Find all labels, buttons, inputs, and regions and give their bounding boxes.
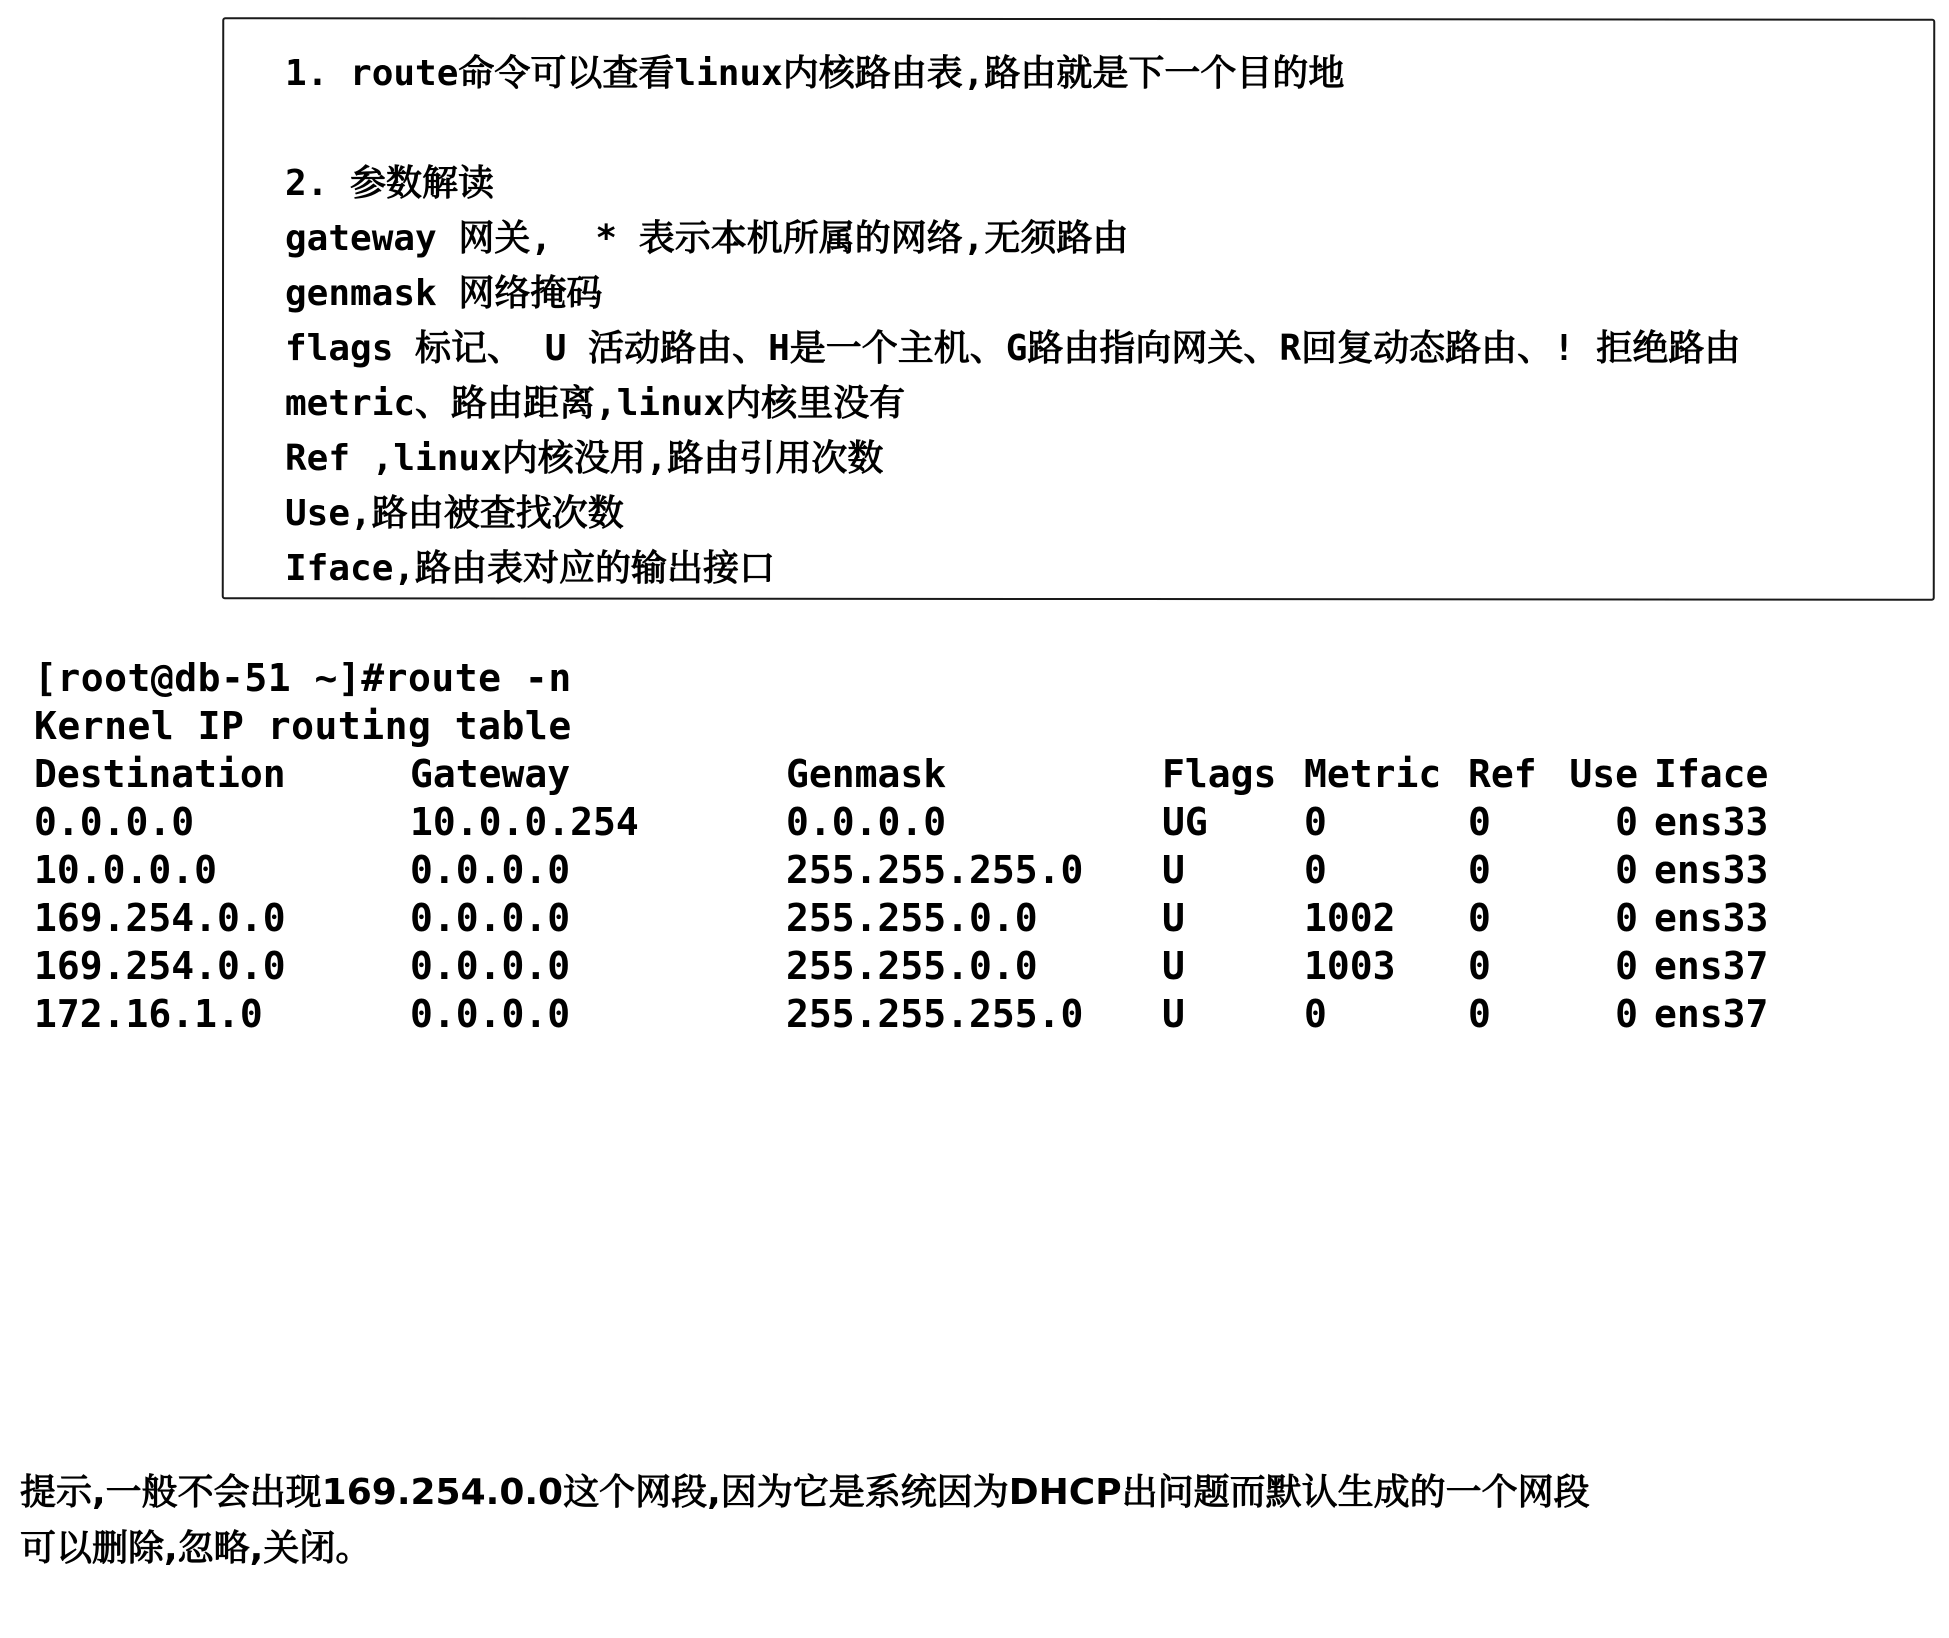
table-row bbox=[34, 942, 1794, 990]
cell-destination: 169.254.0.0 bbox=[34, 944, 286, 988]
cell-iface: ens33 bbox=[1654, 896, 1769, 940]
note-line-flags: flags 标记、 U 活动路由、H是一个主机、G路由指向网关、R回复动态路由、! 拒绝路由 bbox=[285, 328, 1741, 369]
cell-use: 0 bbox=[1615, 896, 1638, 940]
cell-use: 0 bbox=[1615, 992, 1638, 1036]
cell-gateway: 0.0.0.0 bbox=[410, 896, 571, 940]
cell-ref: 0 bbox=[1468, 800, 1491, 844]
cell-flags: U bbox=[1162, 992, 1185, 1036]
note-line-gateway: gateway 网关, * 表示本机所属的网络,无须路由 bbox=[285, 218, 1129, 259]
terminal-output bbox=[34, 654, 572, 750]
table-row bbox=[34, 990, 1794, 1038]
note-line-blank bbox=[285, 101, 1740, 156]
cell-destination: 10.0.0.0 bbox=[34, 848, 218, 892]
cell-gateway: 0.0.0.0 bbox=[410, 848, 571, 892]
cell-gateway: 0.0.0.0 bbox=[410, 944, 571, 988]
cell-use: 0 bbox=[1615, 848, 1638, 892]
cell-destination: 172.16.1.0 bbox=[34, 992, 263, 1036]
cell-genmask: 255.255.0.0 bbox=[786, 896, 1038, 940]
cell-metric: 0 bbox=[1304, 992, 1327, 1036]
note-line-iface: Iface,路由表对应的输出接口 bbox=[285, 548, 776, 589]
header-destination: Destination bbox=[34, 752, 286, 796]
cell-genmask: 255.255.255.0 bbox=[786, 992, 1084, 1036]
cell-gateway: 10.0.0.254 bbox=[410, 800, 639, 844]
cell-gateway: 0.0.0.0 bbox=[410, 992, 571, 1036]
note-line-ref: Ref ,linux内核没用,路由引用次数 bbox=[285, 438, 884, 479]
header-metric: Metric bbox=[1304, 752, 1442, 796]
routing-table bbox=[34, 750, 1794, 1038]
cell-genmask: 0.0.0.0 bbox=[786, 800, 947, 844]
cell-use: 0 bbox=[1615, 800, 1638, 844]
note-line-use: Use,路由被查找次数 bbox=[285, 493, 624, 534]
header-use: Use bbox=[1569, 752, 1638, 796]
cell-iface: ens33 bbox=[1654, 848, 1769, 892]
cell-ref: 0 bbox=[1468, 848, 1491, 892]
hint-line-1: 提示,一般不会出现169.254.0.0这个网段,因为它是系统因为DHCP出问题而默认生成的一个网段 bbox=[20, 1472, 1590, 1513]
header-ref: Ref bbox=[1468, 752, 1537, 796]
cell-metric: 1002 bbox=[1304, 896, 1396, 940]
table-header-row bbox=[34, 750, 1794, 798]
cell-ref: 0 bbox=[1468, 896, 1491, 940]
cell-destination: 169.254.0.0 bbox=[34, 896, 286, 940]
cell-flags: U bbox=[1162, 896, 1185, 940]
cell-ref: 0 bbox=[1468, 944, 1491, 988]
cell-genmask: 255.255.255.0 bbox=[786, 848, 1084, 892]
cell-flags: U bbox=[1162, 848, 1185, 892]
header-iface: Iface bbox=[1654, 752, 1769, 796]
cell-iface: ens33 bbox=[1654, 800, 1769, 844]
cell-use: 0 bbox=[1615, 944, 1638, 988]
note-line-genmask: genmask 网络掩码 bbox=[285, 273, 603, 314]
header-gateway: Gateway bbox=[410, 752, 571, 796]
cell-flags: UG bbox=[1162, 800, 1208, 844]
cell-metric: 0 bbox=[1304, 800, 1327, 844]
header-flags: Flags bbox=[1162, 752, 1277, 796]
note-line-metric: metric、路由距离,linux内核里没有 bbox=[285, 383, 906, 424]
table-title: Kernel IP routing table bbox=[34, 704, 572, 748]
command-line: [root@db-51 ~]#route -n bbox=[34, 656, 572, 700]
table-row bbox=[34, 846, 1794, 894]
table-row bbox=[34, 894, 1794, 942]
cell-flags: U bbox=[1162, 944, 1185, 988]
note-line-2: 2. 参数解读 bbox=[285, 163, 495, 204]
hint-note bbox=[20, 1465, 1590, 1577]
notes-list bbox=[285, 46, 1740, 596]
cell-iface: ens37 bbox=[1654, 944, 1769, 988]
note-line-1: 1. route命令可以查看linux内核路由表,路由就是下一个目的地 bbox=[285, 53, 1345, 94]
cell-iface: ens37 bbox=[1654, 992, 1769, 1036]
cell-destination: 0.0.0.0 bbox=[34, 800, 195, 844]
hint-line-2: 可以删除,忽略,关闭。 bbox=[20, 1528, 372, 1569]
header-genmask: Genmask bbox=[786, 752, 947, 796]
table-row bbox=[34, 798, 1794, 846]
cell-ref: 0 bbox=[1468, 992, 1491, 1036]
cell-metric: 1003 bbox=[1304, 944, 1396, 988]
cell-genmask: 255.255.0.0 bbox=[786, 944, 1038, 988]
cell-metric: 0 bbox=[1304, 848, 1327, 892]
